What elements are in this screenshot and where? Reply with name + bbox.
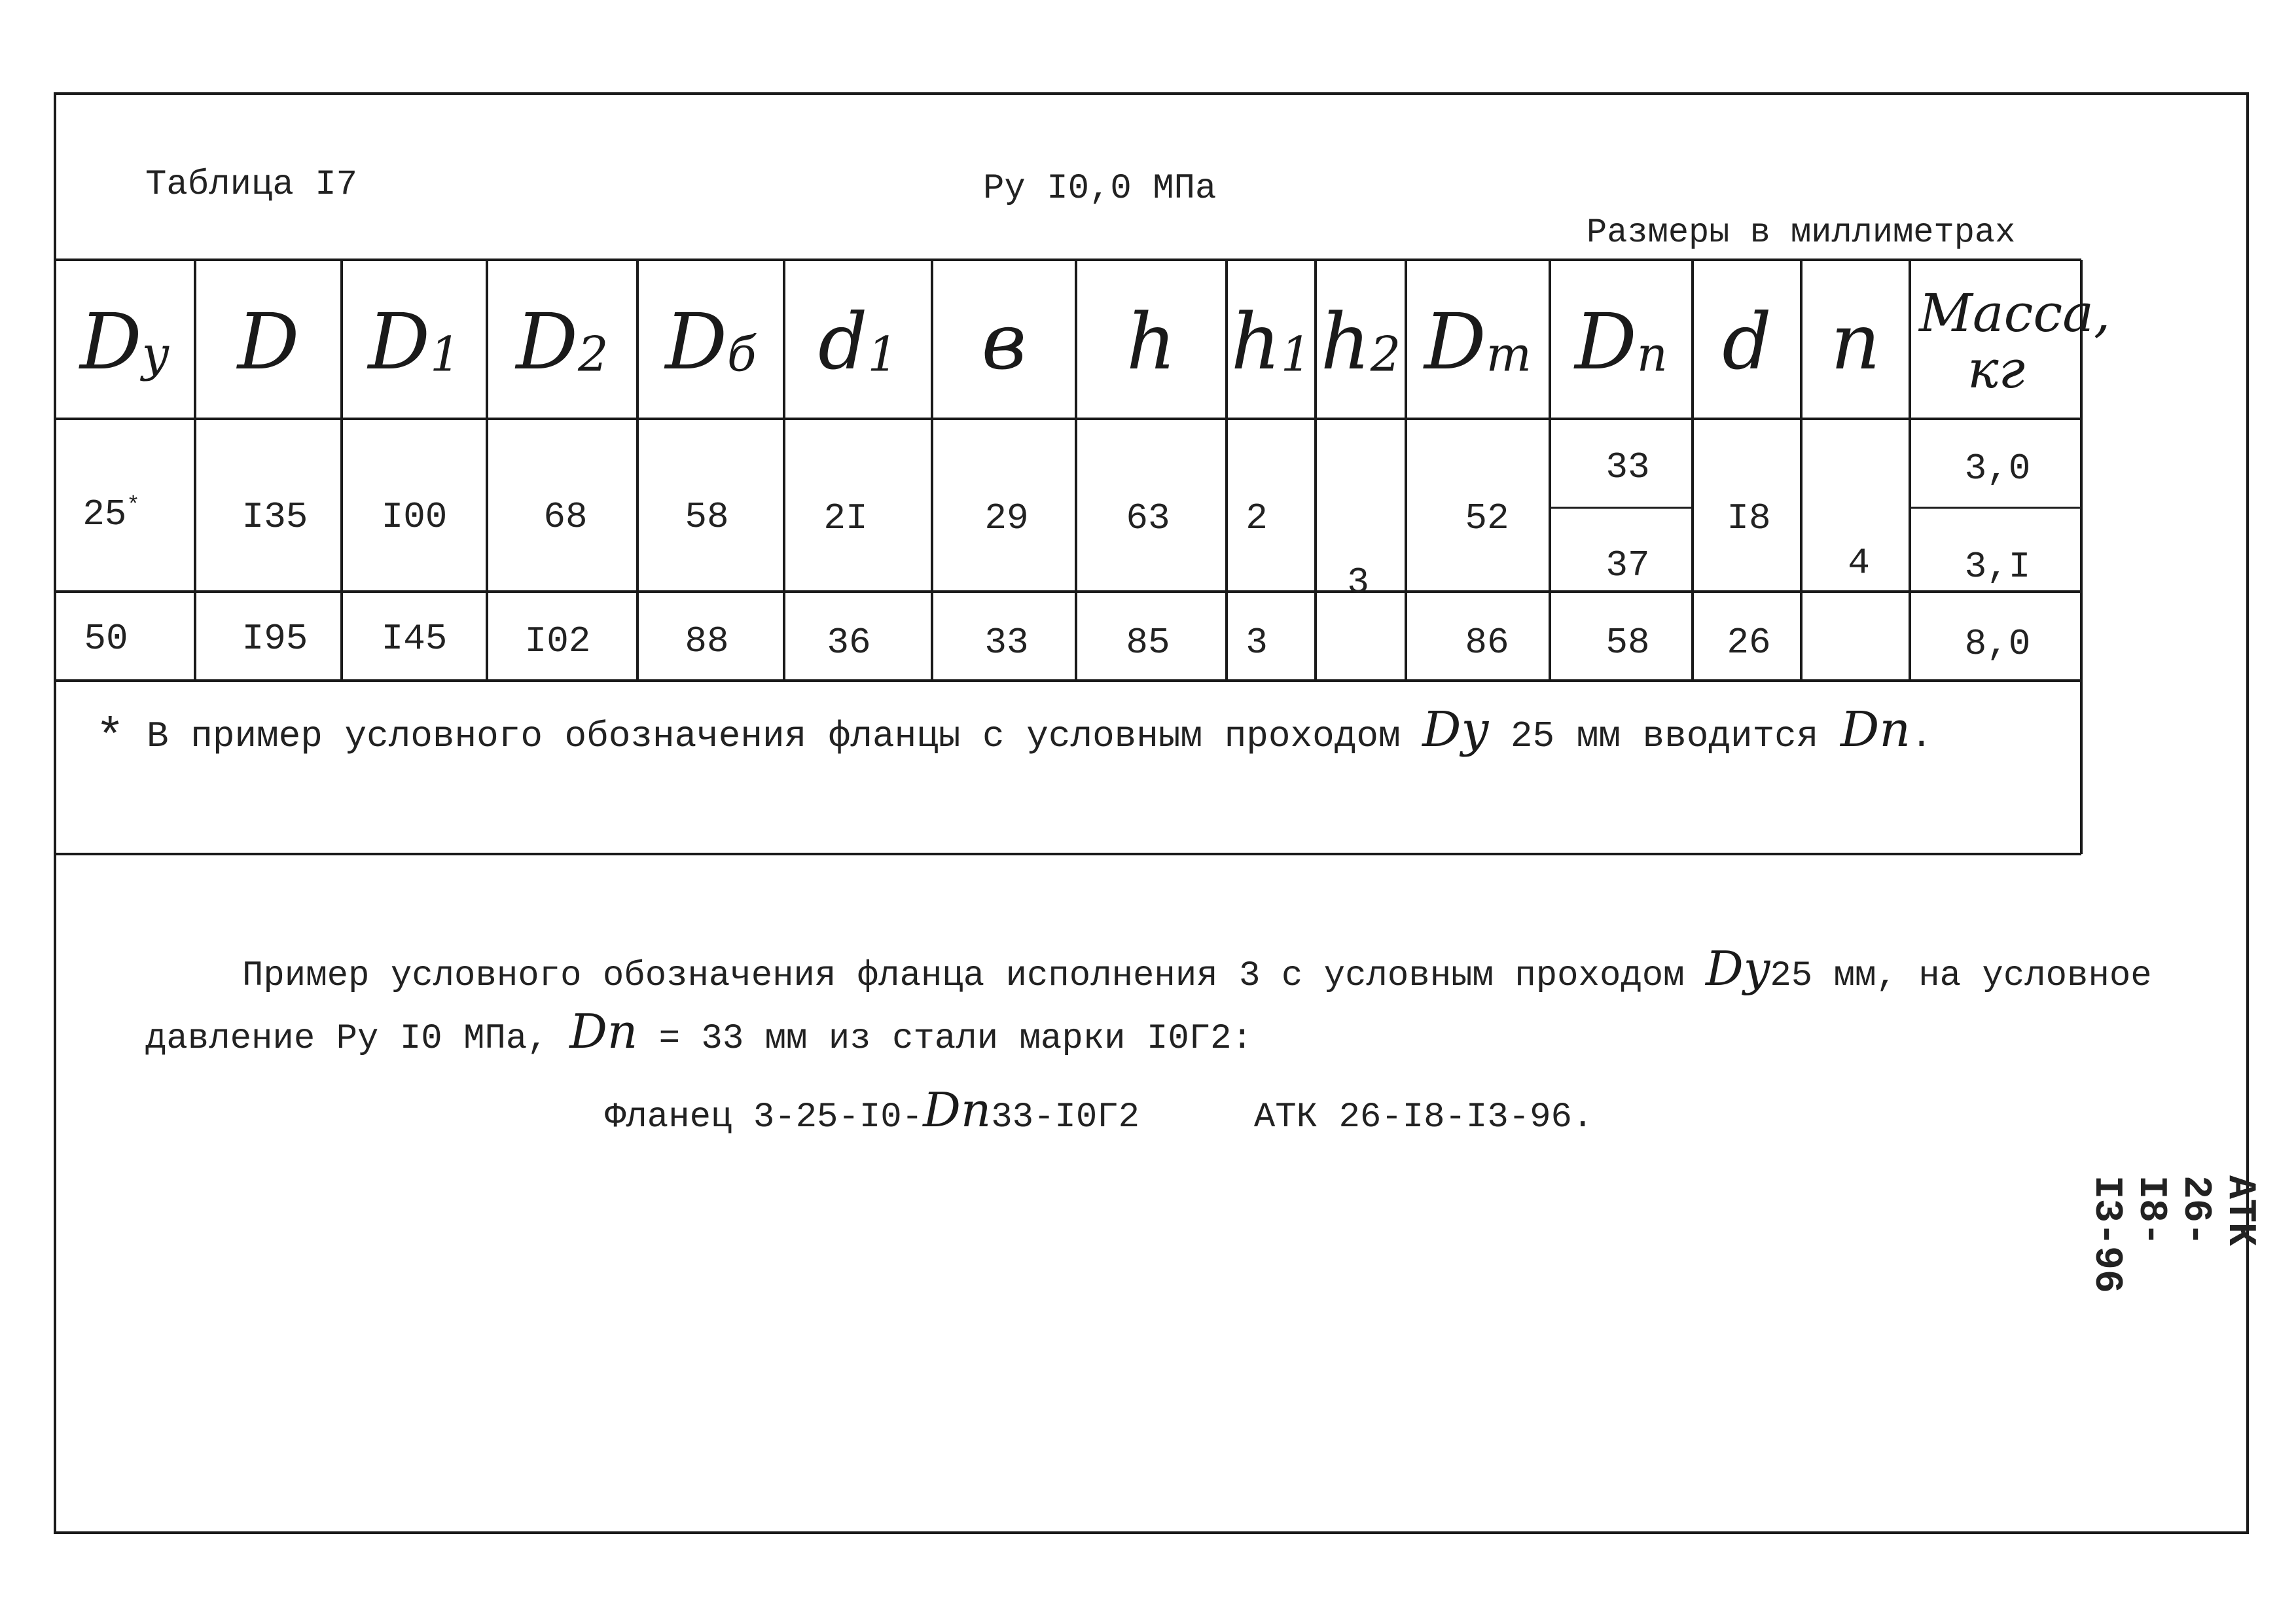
footnote-asterisk: * bbox=[96, 711, 125, 766]
row1-dy: 25* bbox=[82, 493, 140, 535]
row2-d1: I45 bbox=[381, 618, 448, 660]
row1-small-d1: 2I bbox=[823, 497, 868, 539]
example-line2: давление Ру I0 МПа, Dn = 33 мм из стали марки I0Г2: bbox=[145, 1004, 1253, 1059]
row2-dy: 50 bbox=[84, 618, 128, 660]
dn-symbol: Dn bbox=[923, 1082, 992, 1137]
standard-ref: АТК 26-I8-I3-96. bbox=[1253, 1097, 1594, 1137]
row1-small-d: I8 bbox=[1727, 497, 1771, 539]
dn-symbol: Dn bbox=[569, 1004, 638, 1059]
row2-b: 33 bbox=[984, 622, 1029, 664]
row1-mass-a: 3,0 bbox=[1964, 448, 2031, 490]
shared-h2: 3 bbox=[1347, 562, 1369, 603]
row2-d: I95 bbox=[242, 618, 308, 660]
table-title: Таблица I7 bbox=[145, 165, 358, 205]
example-line1: Пример условного обозначения фланца исполнения 3 с условным проходом Dy25 мм, на условное bbox=[242, 941, 2152, 996]
row1-dm: 52 bbox=[1465, 497, 1509, 539]
header-h: h bbox=[1126, 296, 1176, 387]
dy-symbol: Dy bbox=[1705, 941, 1770, 996]
header-small-d1: d1 bbox=[817, 296, 899, 387]
row1-dn-a: 33 bbox=[1605, 446, 1650, 488]
header-d6: Dб bbox=[665, 296, 757, 387]
pressure-label: Ру I0,0 МПа bbox=[983, 169, 1217, 209]
row2-d6: 88 bbox=[685, 620, 729, 662]
row2-small-d: 26 bbox=[1727, 622, 1771, 664]
designation-line: Фланец 3-25-I0-Dn33-I0Г2 АТК 26-I8-I3-96. bbox=[605, 1082, 1594, 1137]
row1-d6: 58 bbox=[685, 496, 729, 538]
header-dm: Dm bbox=[1424, 296, 1532, 387]
header-b: в bbox=[981, 296, 1027, 387]
row1-h1: 2 bbox=[1246, 497, 1268, 539]
row1-d2: 68 bbox=[543, 496, 588, 538]
header-d-outer: D bbox=[237, 296, 300, 387]
row2-d2: I02 bbox=[524, 620, 591, 662]
dn-symbol: Dn bbox=[1840, 702, 1910, 758]
row1-mass-b: 3,I bbox=[1964, 546, 2031, 588]
side-code: АТК 26-I8-I3-96 bbox=[2084, 1175, 2262, 1294]
header-n: n bbox=[1831, 296, 1880, 387]
header-h1: h1 bbox=[1230, 296, 1312, 387]
row2-dm: 86 bbox=[1465, 622, 1509, 664]
header-dy: Dy bbox=[80, 296, 169, 387]
row1-d: I35 bbox=[242, 496, 308, 538]
row1-b: 29 bbox=[984, 497, 1029, 539]
units-note: Размеры в миллиметрах bbox=[1587, 213, 2016, 252]
row2-mass: 8,0 bbox=[1964, 623, 2031, 665]
header-d1: D1 bbox=[368, 296, 461, 387]
row2-h: 85 bbox=[1126, 622, 1170, 664]
row1-h: 63 bbox=[1126, 497, 1170, 539]
row1-dn-b: 37 bbox=[1605, 544, 1650, 586]
header-d2: D2 bbox=[516, 296, 609, 387]
header-mass: Масса, кг bbox=[1919, 283, 2111, 400]
row2-small-d1: 36 bbox=[827, 622, 871, 664]
header-dn: Dn bbox=[1575, 296, 1668, 387]
header-small-d: d bbox=[1722, 296, 1772, 387]
dy-symbol: Dy bbox=[1422, 702, 1489, 758]
shared-n: 4 bbox=[1848, 542, 1870, 584]
footnote: * В пример условного обозначения фланцы с условным проходом Dy 25 мм вводится Dn. bbox=[96, 702, 1933, 766]
header-h2: h2 bbox=[1320, 296, 1401, 387]
row2-dn: 58 bbox=[1605, 622, 1650, 664]
row1-d1: I00 bbox=[381, 496, 448, 538]
row2-h1: 3 bbox=[1246, 622, 1268, 664]
